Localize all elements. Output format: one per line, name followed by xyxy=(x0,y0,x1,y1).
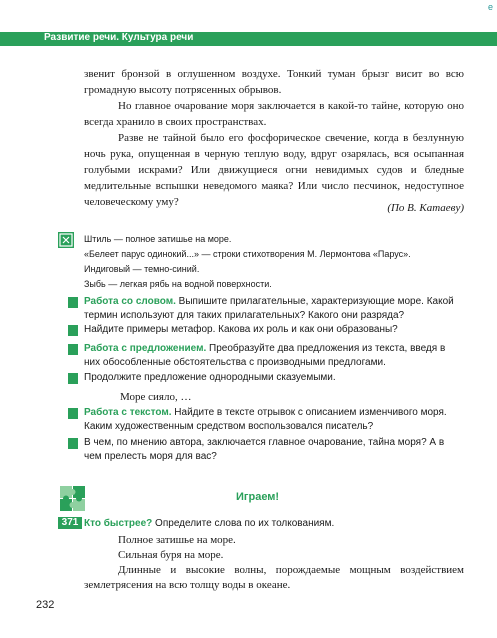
page-number: 232 xyxy=(36,599,55,611)
task-continue-sentence: Продолжите предложение однородными сказуемыми. xyxy=(84,372,336,383)
passage-paragraph: Но главное очарование моря заключается в какой-то тайне, которую оно всегда хранило в своих пространствах. xyxy=(84,100,464,128)
task-marker xyxy=(68,408,78,419)
passage-author: (По В. Катаеву) xyxy=(387,202,464,214)
task-word-work xyxy=(84,295,464,323)
definition-line: Сильная буря на море. xyxy=(118,549,224,561)
task-marker xyxy=(68,344,78,355)
task-text-work xyxy=(84,406,464,434)
definition-line: Длинные и высокие волны, порождаемые мощным воздействием землетрясения на всю толщу воды в океане. xyxy=(84,564,464,591)
vocab-item: Зыбь — легкая рябь на водной поверхности. xyxy=(84,279,272,289)
task-metaphors: Найдите примеры метафор. Какова их роль и как они образованы? xyxy=(84,324,398,335)
task-marker xyxy=(68,373,78,384)
vocab-item: Штиль — полное затишье на море. xyxy=(84,234,232,244)
task-text: Преобразуйте два предложения из текста, введя в них обособленные обстоятельства с производными предлогами. xyxy=(84,343,446,368)
exercise-instruction xyxy=(84,517,464,531)
section-title: Развитие речи. Культура речи xyxy=(44,32,194,43)
games-title: Играем! xyxy=(236,491,280,503)
task-marker xyxy=(68,438,78,449)
dictionary-icon xyxy=(58,232,74,248)
task-heading: Работа со словом. xyxy=(84,296,176,307)
task-marker xyxy=(68,297,78,308)
exercise-lines xyxy=(84,533,464,593)
publisher-logo: е xyxy=(487,2,493,12)
task-text: Выпишите прилагательные, характеризующие море. Какой термин используют для таких прилагательных? Какого они разряда? xyxy=(84,296,454,321)
task-sea-mystery: В чем, по мнению автора, заключается главное очарование, тайна моря? А в чем прелесть моря для вас? xyxy=(84,437,445,462)
task-example: Море сияло, … xyxy=(120,391,192,403)
passage-text xyxy=(84,66,464,210)
task-marker xyxy=(68,325,78,336)
task-sentence-work xyxy=(84,342,464,370)
exercise-number: 371 xyxy=(58,517,82,529)
task-text: Найдите в тексте отрывок с описанием изменчивого моря. Каким художественным средством воспользовался писатель? xyxy=(84,407,447,432)
passage-paragraph: Разве не тайной было его фосфорическое свечение, когда в безлунную ночь рука, опущенная в черную теплую воду, вдруг озарялась, вся осыпанная голубыми искрами? Или движущиеся огни невидимых судов и бледные медлительные вспышки неведомого маяка? Или число песчинок, недоступное человеческому уму? xyxy=(84,132,464,208)
puzzle-icon xyxy=(58,480,88,514)
passage-paragraph: звенит бронзой в оглушенном воздухе. Тонкий туман брызг висит во всю громадную высоту потрясенных обрывов. xyxy=(84,68,464,96)
definition-line: Полное затишье на море. xyxy=(118,534,236,546)
task-heading: Работа с предложением. xyxy=(84,343,207,354)
exercise-text: Определите слова по их толкованиям. xyxy=(152,518,335,529)
exercise-heading: Кто быстрее? xyxy=(84,518,153,529)
vocabulary-list xyxy=(84,232,474,292)
vocab-item: Индиговый — темно-синий. xyxy=(84,264,200,274)
task-heading: Работа с текстом. xyxy=(84,407,172,418)
section-header xyxy=(0,32,497,46)
vocab-item: «Белеет парус одинокий...» — строки стихотворения М. Лермонтова «Парус». xyxy=(84,249,411,259)
